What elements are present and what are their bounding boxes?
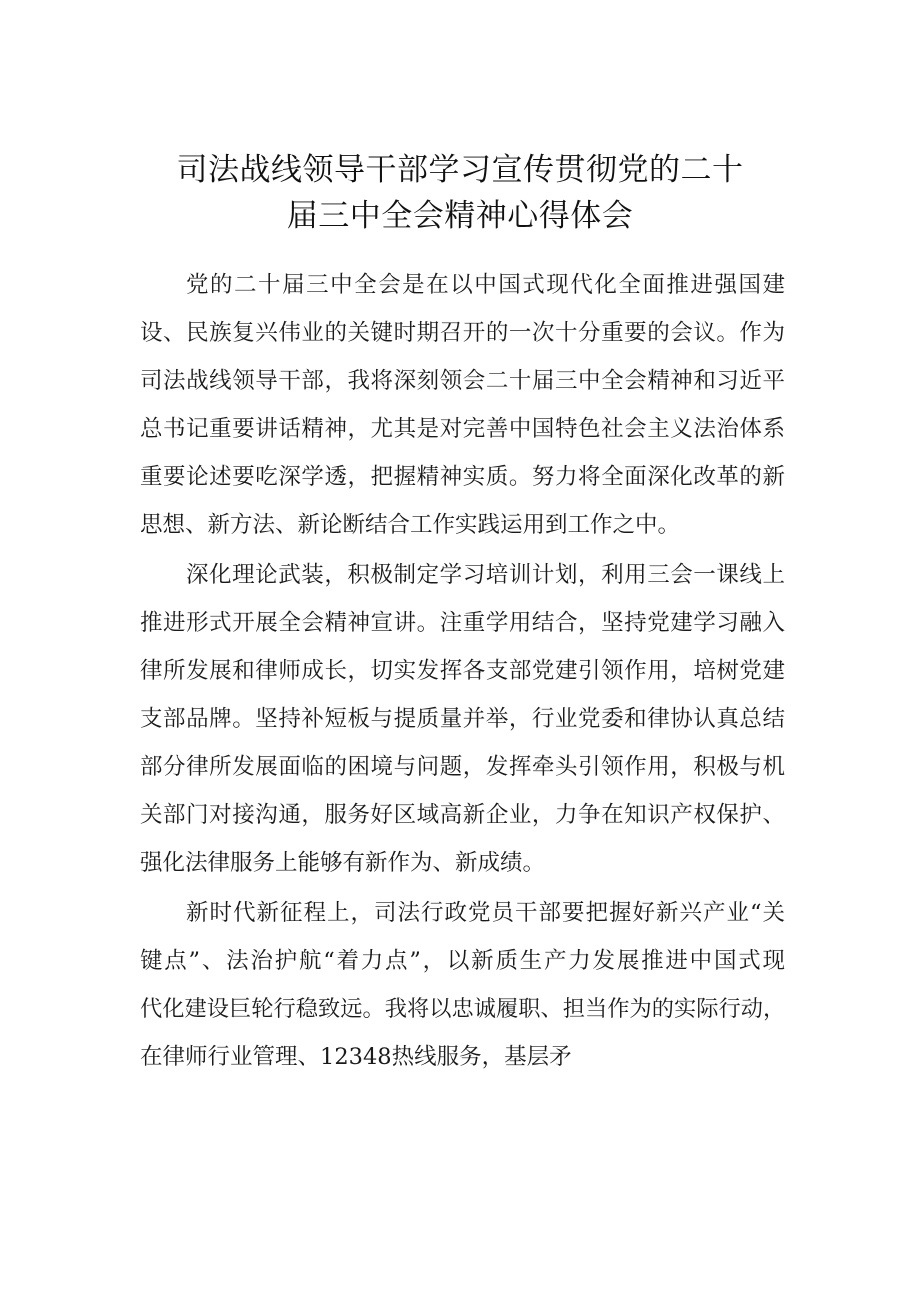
paragraph-3-line-2: 键点”、法治护航“着力点”，以新质生产力发展推进中国式现	[140, 948, 785, 974]
paragraph-1-line-6: 思想、新方法、新论断结合工作实践运用到工作之中。	[140, 512, 681, 538]
paragraph-2-line-7: 强化法律服务上能够有新作为、新成绩。	[140, 850, 546, 876]
paragraph-1-line-1: 党的二十届三中全会是在以中国式现代化全面推进强国建	[186, 272, 785, 298]
paragraph-2-line-2: 推进形式开展全会精神宣讲。注重学用结合，坚持党建学习融入	[140, 610, 785, 636]
paragraph-2-line-6: 关部门对接沟通，服务好区域高新企业，力争在知识产权保护、	[140, 802, 785, 828]
document-title-line-1: 司法战线领导干部学习宣传贯彻党的二十	[176, 152, 744, 188]
paragraph-2-line-3: 律所发展和律师成长，切实发挥各支部党建引领作用，培树党建	[140, 658, 785, 684]
paragraph-1-line-3: 司法战线领导干部，我将深刻领会二十届三中全会精神和习近平	[140, 368, 785, 394]
document-title-line-2: 届三中全会精神心得体会	[286, 198, 634, 234]
paragraph-1-line-5: 重要论述要吃深学透，把握精神实质。努力将全面深化改革的新	[140, 464, 785, 490]
paragraph-2-line-4: 支部品牌。坚持补短板与提质量并举，行业党委和律协认真总结	[140, 706, 785, 732]
paragraph-2-line-1: 深化理论武装，积极制定学习培训计划，利用三会一课线上	[186, 562, 785, 588]
paragraph-1-line-2: 设、民族复兴伟业的关键时期召开的一次十分重要的会议。作为	[140, 320, 785, 346]
paragraph-3-line-1: 新时代新征程上，司法行政党员干部要把握好新兴产业“关	[186, 900, 785, 926]
paragraph-1-line-4: 总书记重要讲话精神，尤其是对完善中国特色社会主义法治体系	[140, 416, 785, 442]
paragraph-3-line-3: 代化建设巨轮行稳致远。我将以忠诚履职、担当作为的实际行动，	[140, 996, 786, 1022]
paragraph-3-line-4: 在律师行业管理、12348热线服务，基层矛	[140, 1044, 572, 1070]
paragraph-2-line-5: 部分律所发展面临的困境与问题，发挥牵头引领作用，积极与机	[140, 754, 785, 780]
